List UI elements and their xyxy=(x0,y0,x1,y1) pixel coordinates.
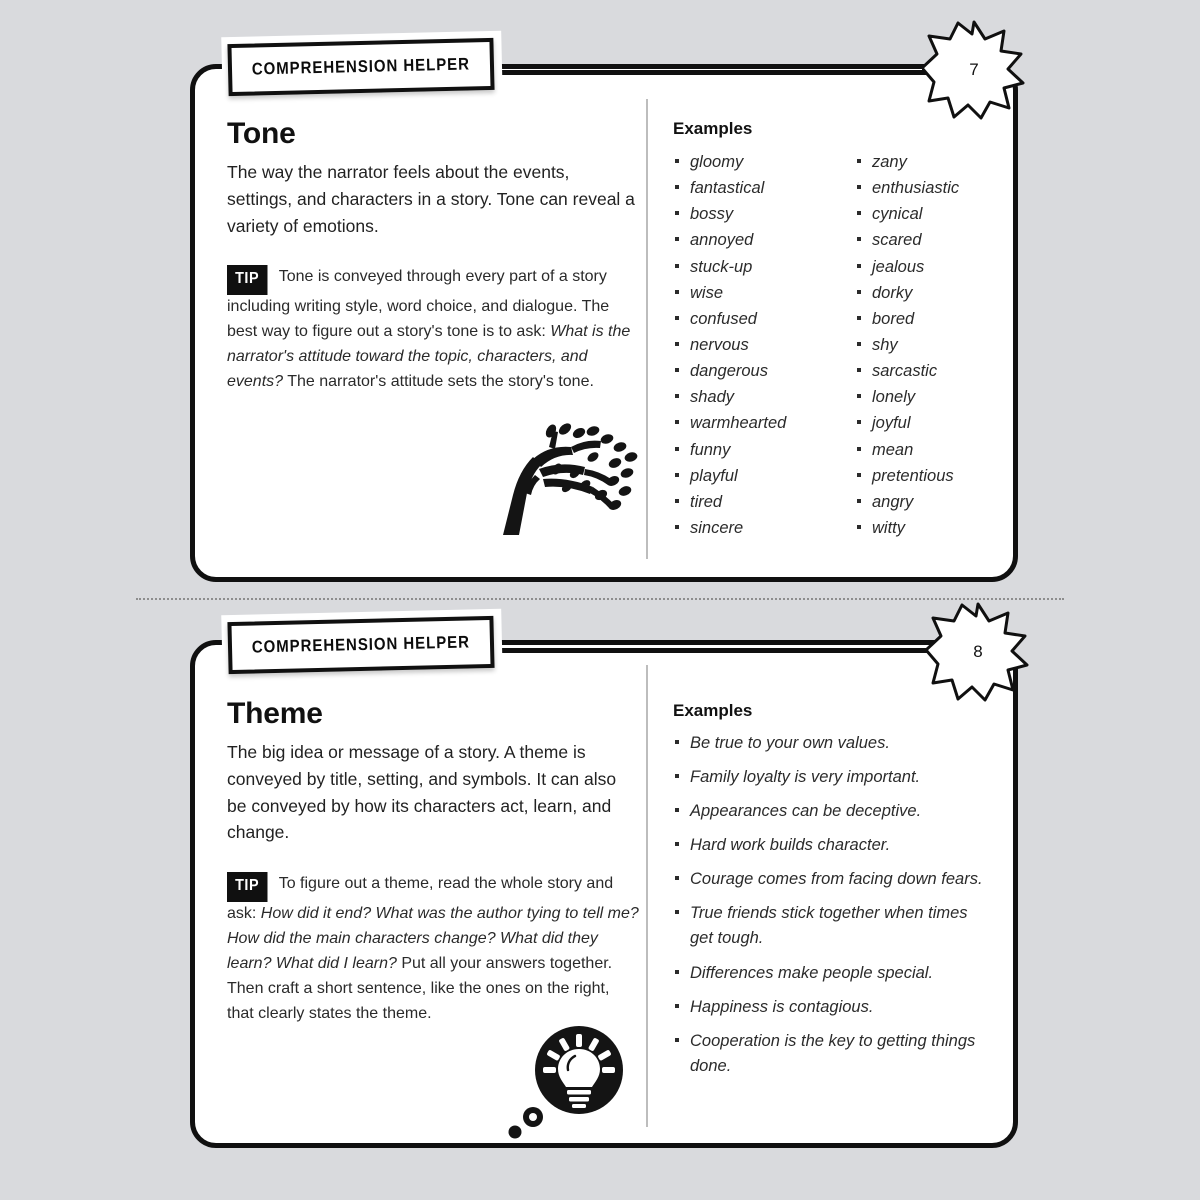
ribbon-comprehension-helper xyxy=(227,38,494,96)
list-item: dangerous xyxy=(673,358,821,384)
card-tone-left-column xyxy=(227,117,639,395)
list-item: warmhearted xyxy=(673,410,821,436)
card-theme-left-column xyxy=(227,697,639,1027)
comprehension-card-tone xyxy=(190,64,1018,582)
ribbon-label: COMPREHENSION HELPER xyxy=(251,632,471,657)
page-number: 8 xyxy=(973,642,983,661)
definition-text: The way the narrator feels about the events, settings, and characters in a story. Tone can reveal a variety of emotions. xyxy=(227,162,635,236)
page-number: 7 xyxy=(969,60,979,79)
list-item: Family loyalty is very important. xyxy=(673,765,993,790)
page-number-burst xyxy=(922,18,1026,122)
tone-examples-column-1 xyxy=(673,149,821,541)
lightbulb-idea-icon xyxy=(505,1022,629,1140)
list-item: Differences make people special. xyxy=(673,961,993,986)
tip-block xyxy=(227,872,639,1027)
tip-badge: TIP xyxy=(227,872,267,902)
list-item: zany xyxy=(855,149,1003,175)
wind-blown-tree-icon xyxy=(489,417,639,537)
tone-word-list xyxy=(673,149,1003,541)
definition-text: The big idea or message of a story. A theme is conveyed by title, setting, and symbols. It can also be conveyed by how its characters act, learn, and change. xyxy=(227,742,617,843)
list-item: fantastical xyxy=(673,175,821,201)
list-item: mean xyxy=(855,437,1003,463)
list-item: confused xyxy=(673,306,821,332)
theme-examples-list xyxy=(673,731,993,1079)
column-divider xyxy=(646,665,648,1127)
list-item: angry xyxy=(855,489,1003,515)
page-title: Theme xyxy=(227,697,323,730)
list-item: scared xyxy=(855,227,1003,253)
column-divider xyxy=(646,99,648,559)
examples-heading: Examples xyxy=(673,119,753,138)
list-item: sincere xyxy=(673,515,821,541)
list-item: pretentious xyxy=(855,463,1003,489)
list-item: stuck-up xyxy=(673,254,821,280)
list-item: dorky xyxy=(855,280,1003,306)
page-number-burst xyxy=(926,600,1030,704)
card-theme-right-column xyxy=(673,701,993,1088)
tip-badge: TIP xyxy=(227,265,267,295)
list-item: bored xyxy=(855,306,1003,332)
list-item: lonely xyxy=(855,384,1003,410)
comprehension-card-theme xyxy=(190,640,1018,1148)
list-item: shady xyxy=(673,384,821,410)
list-item: jealous xyxy=(855,254,1003,280)
list-item: Appearances can be deceptive. xyxy=(673,799,993,824)
card-tone-right-column xyxy=(673,119,1003,541)
ribbon-rule xyxy=(470,648,970,653)
page-title: Tone xyxy=(227,117,296,150)
tip-block xyxy=(227,265,639,395)
list-item: annoyed xyxy=(673,227,821,253)
list-item: Happiness is contagious. xyxy=(673,995,993,1020)
examples-heading: Examples xyxy=(673,701,753,720)
list-item: cynical xyxy=(855,201,1003,227)
list-item: Be true to your own values. xyxy=(673,731,993,756)
list-item: bossy xyxy=(673,201,821,227)
list-item: shy xyxy=(855,332,1003,358)
list-item: Cooperation is the key to getting things done. xyxy=(673,1029,993,1079)
tone-examples-column-2 xyxy=(855,149,1003,541)
cut-line xyxy=(136,598,1064,600)
list-item: gloomy xyxy=(673,149,821,175)
list-item: sarcastic xyxy=(855,358,1003,384)
list-item: wise xyxy=(673,280,821,306)
tip-text: To figure out a theme, read the whole story and ask: How did it end? What was the author tying to tell me? How did the main characters change? What did they learn? What did I learn? Put all your answers together. Then craft a short sentence, like the ones on the right, that clearly states the theme. xyxy=(227,875,639,1022)
list-item: True friends stick together when times get tough. xyxy=(673,901,993,951)
list-item: nervous xyxy=(673,332,821,358)
list-item: tired xyxy=(673,489,821,515)
list-item: enthusiastic xyxy=(855,175,1003,201)
ribbon-comprehension-helper xyxy=(227,616,494,674)
list-item: joyful xyxy=(855,410,1003,436)
list-item: playful xyxy=(673,463,821,489)
list-item: Hard work builds character. xyxy=(673,833,993,858)
list-item: witty xyxy=(855,515,1003,541)
ribbon-rule xyxy=(470,70,970,75)
list-item: funny xyxy=(673,437,821,463)
list-item: Courage comes from facing down fears. xyxy=(673,867,993,892)
ribbon-label: COMPREHENSION HELPER xyxy=(251,54,471,79)
tip-text: Tone is conveyed through every part of a story including writing style, word choice, and dialogue. The best way to figure out a story's tone is to ask: What is the narrator's attitude toward the topic, characters, and events? The narrator's attitude sets the story's tone. xyxy=(227,268,631,391)
